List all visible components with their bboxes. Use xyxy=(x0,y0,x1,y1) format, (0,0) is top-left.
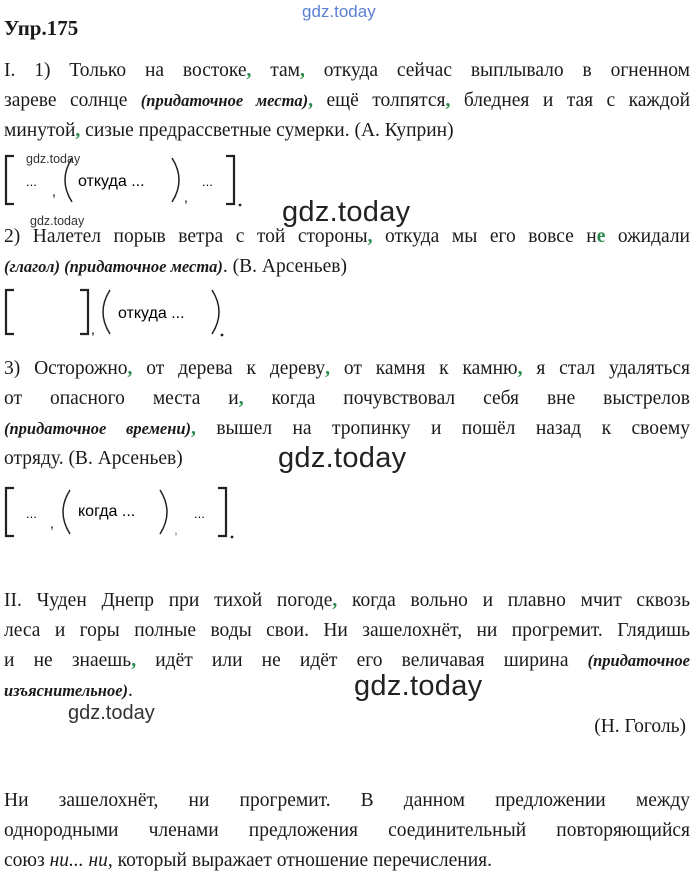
svg-text:,: , xyxy=(50,515,54,531)
scheme-2 xyxy=(0,284,240,344)
svg-text:,: , xyxy=(184,189,188,205)
svg-text:...: ... xyxy=(194,506,205,521)
watermark-top: gdz.today xyxy=(302,2,376,21)
note-clause-place: (придаточное места) xyxy=(140,91,309,110)
svg-text:,: , xyxy=(174,521,178,537)
svg-text:откуда ...: откуда ... xyxy=(78,173,145,190)
watermark-medium: gdz.today xyxy=(68,702,155,724)
note-verb-clause-place: (глагол) (придаточное места) xyxy=(4,257,223,276)
note-clause-explanatory: (придаточное xyxy=(587,651,690,670)
scheme-3 xyxy=(0,482,250,546)
sentence-3: 3) Осторожно, от дерева к дереву, от камня к камню, я стал удаляться от опасного места и, когда почувствовал себя вне выстрелов (придаточное времени), вышел на тропинку и пошёл назад к своему отряду. (В. Арсеньев) xyxy=(4,358,690,469)
watermark-small-2: gdz.today xyxy=(30,214,85,228)
svg-text:когда ...: когда ... xyxy=(78,503,136,520)
note-clause-time: (придаточное времени) xyxy=(4,419,192,438)
watermark-big-2: gdz.today xyxy=(278,442,407,474)
svg-text:...: ... xyxy=(26,506,37,521)
watermark-big-1: gdz.today xyxy=(282,196,411,228)
sentence-1: I. 1) Только на востоке, там, откуда сейчас выплывало в огненном зареве солнце (придаточное места), ещё толпятся, бледнея и тая с каждой минутой, сизые предрассветные сумерки. (А. Куприн) xyxy=(4,60,691,141)
svg-text:...: ... xyxy=(26,174,37,189)
exercise-title: Упр.175 xyxy=(4,16,79,40)
watermark-big-3: gdz.today xyxy=(354,670,483,702)
explanation-text: Ни зашелохнёт, ни прогремит. В данном предложении между однородными членами предложения соединительный повторяющийся союз ни... ни, который выражает отношение перечисления. xyxy=(4,790,690,871)
author-gogol: (Н. Гоголь) xyxy=(594,716,686,737)
svg-text:,: , xyxy=(52,183,56,199)
svg-text:...: ... xyxy=(202,174,213,189)
part-2-text: II. Чуден Днепр при тихой погоде, когда вольно и плавно мчит сквозь леса и горы полные воды свои. Ни зашелохнёт, ни прогремит. Глядишь и не знаешь, идёт или не идёт его величавая ширина (придаточное изъяснительное). xyxy=(4,590,690,701)
watermark-small-1: gdz.today xyxy=(26,152,81,166)
svg-text:,: , xyxy=(91,321,95,337)
sentence-2: 2) Налетел порыв ветра с той стороны, откуда мы его вовсе не ожидали (глагол) (придаточное места). (В. Арсеньев) xyxy=(4,226,690,277)
svg-text:откуда ...: откуда ... xyxy=(118,305,185,322)
